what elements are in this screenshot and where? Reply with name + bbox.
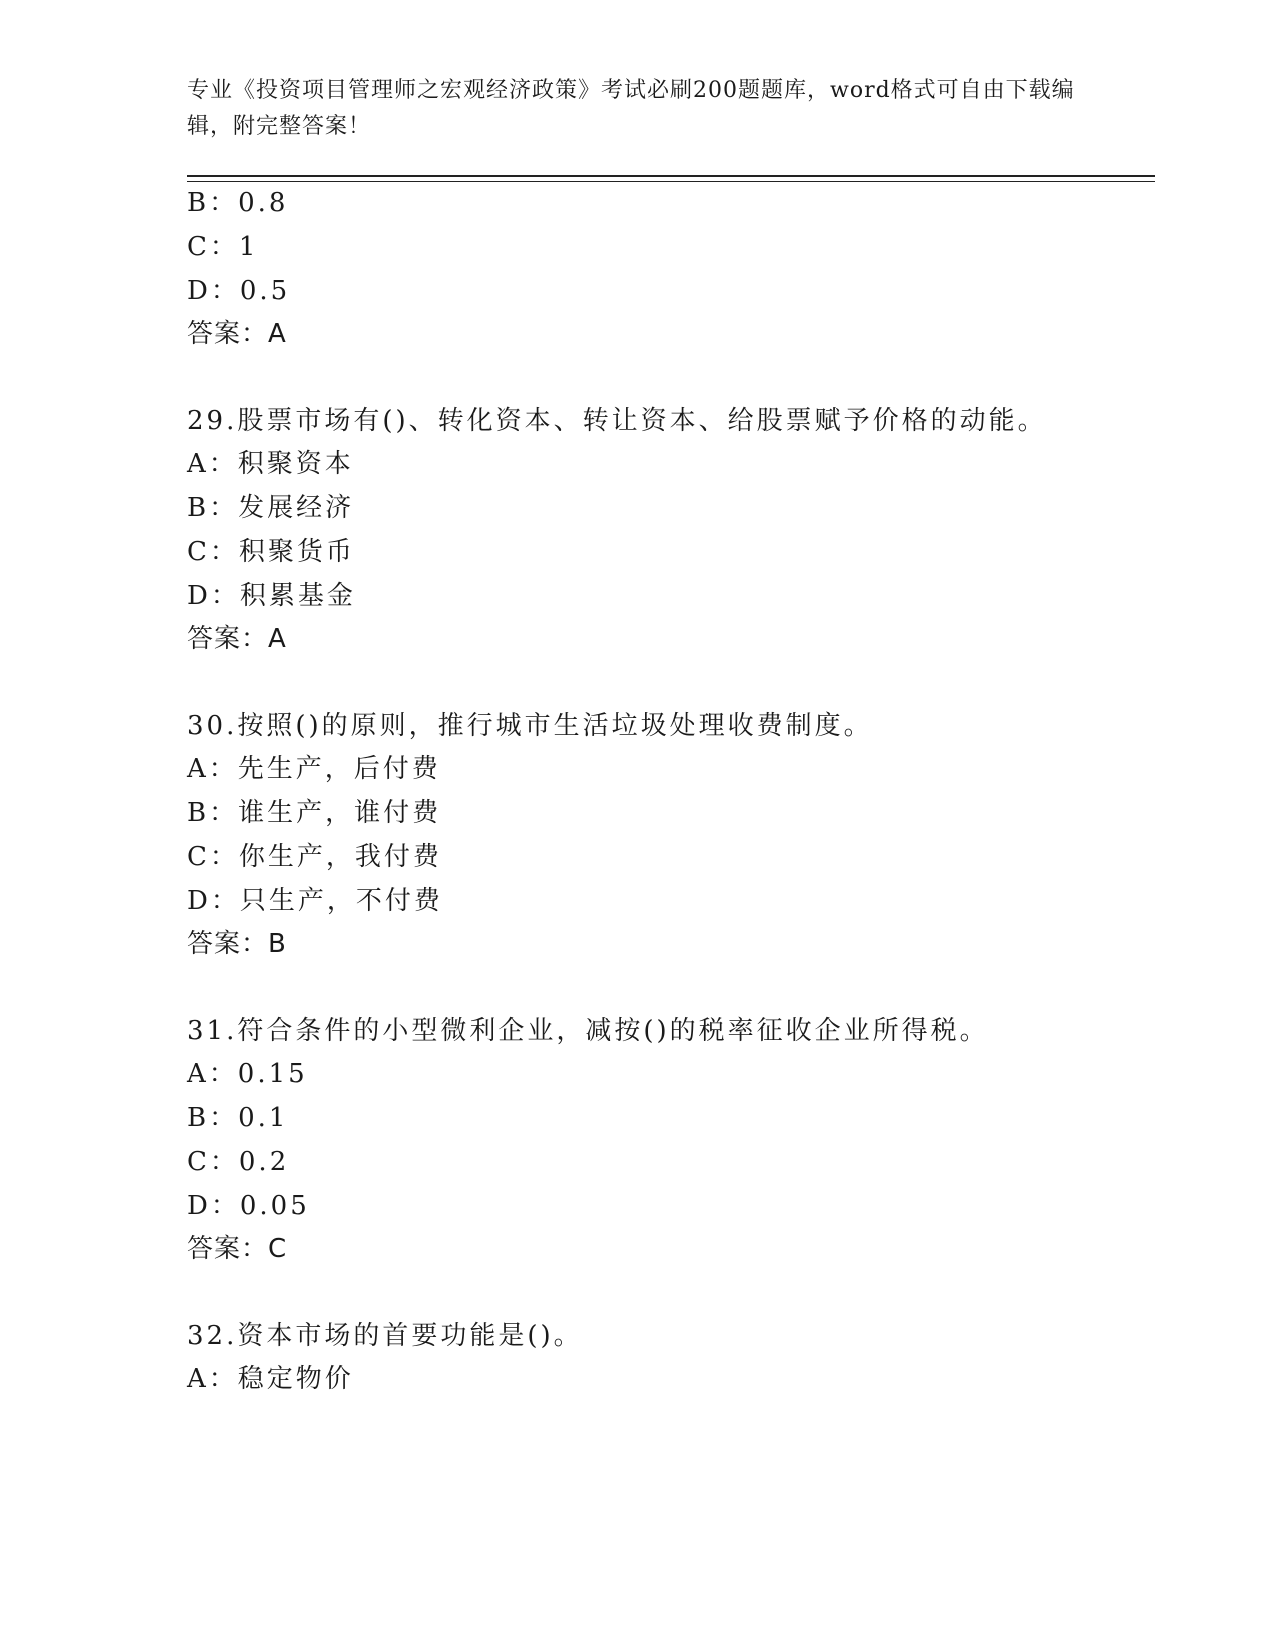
question-29-option-b: B：发展经济 (187, 493, 355, 523)
question-31-option-a: A：0.15 (187, 1059, 308, 1089)
question-30-option-c: C：你生产，我付费 (187, 842, 442, 872)
document-header: 专业《投资项目管理师之宏观经济政策》考试必刷200题题库，word格式可自由下载编辑，附完整答案！ (187, 78, 1075, 139)
question-30-option-b: B：谁生产，谁付费 (187, 798, 442, 828)
prev-option-b: B：0.8 (187, 188, 289, 218)
prev-answer: 答案：A (187, 319, 287, 349)
question-31-option-c: C：0.2 (187, 1147, 290, 1177)
prev-option-c: C：1 (187, 232, 259, 262)
question-30-option-a: A：先生产，后付费 (187, 754, 441, 784)
question-29-stem: 29.股票市场有()、转化资本、转让资本、给股票赋予价格的动能。 (187, 406, 1047, 436)
question-32-stem: 32.资本市场的首要功能是()。 (187, 1321, 583, 1351)
header-rule-thin (187, 181, 1155, 182)
question-31-option-d: D：0.05 (187, 1191, 310, 1221)
question-31-answer: 答案：C (187, 1234, 288, 1264)
question-32-option-a: A：稳定物价 (187, 1364, 354, 1394)
question-30-option-d: D：只生产，不付费 (187, 886, 443, 916)
header-rule-thick (187, 175, 1155, 177)
question-29-answer: 答案：A (187, 624, 287, 654)
question-30-stem: 30.按照()的原则，推行城市生活垃圾处理收费制度。 (187, 711, 873, 741)
question-31-option-b: B：0.1 (187, 1103, 289, 1133)
question-29-option-a: A：积聚资本 (187, 449, 354, 479)
question-31-stem: 31.符合条件的小型微利企业，减按()的税率征收企业所得税。 (187, 1016, 989, 1046)
question-29-option-c: C：积聚货币 (187, 537, 355, 567)
question-30-answer: 答案：B (187, 929, 287, 959)
question-29-option-d: D：积累基金 (187, 581, 356, 611)
prev-option-d: D：0.5 (187, 276, 291, 306)
